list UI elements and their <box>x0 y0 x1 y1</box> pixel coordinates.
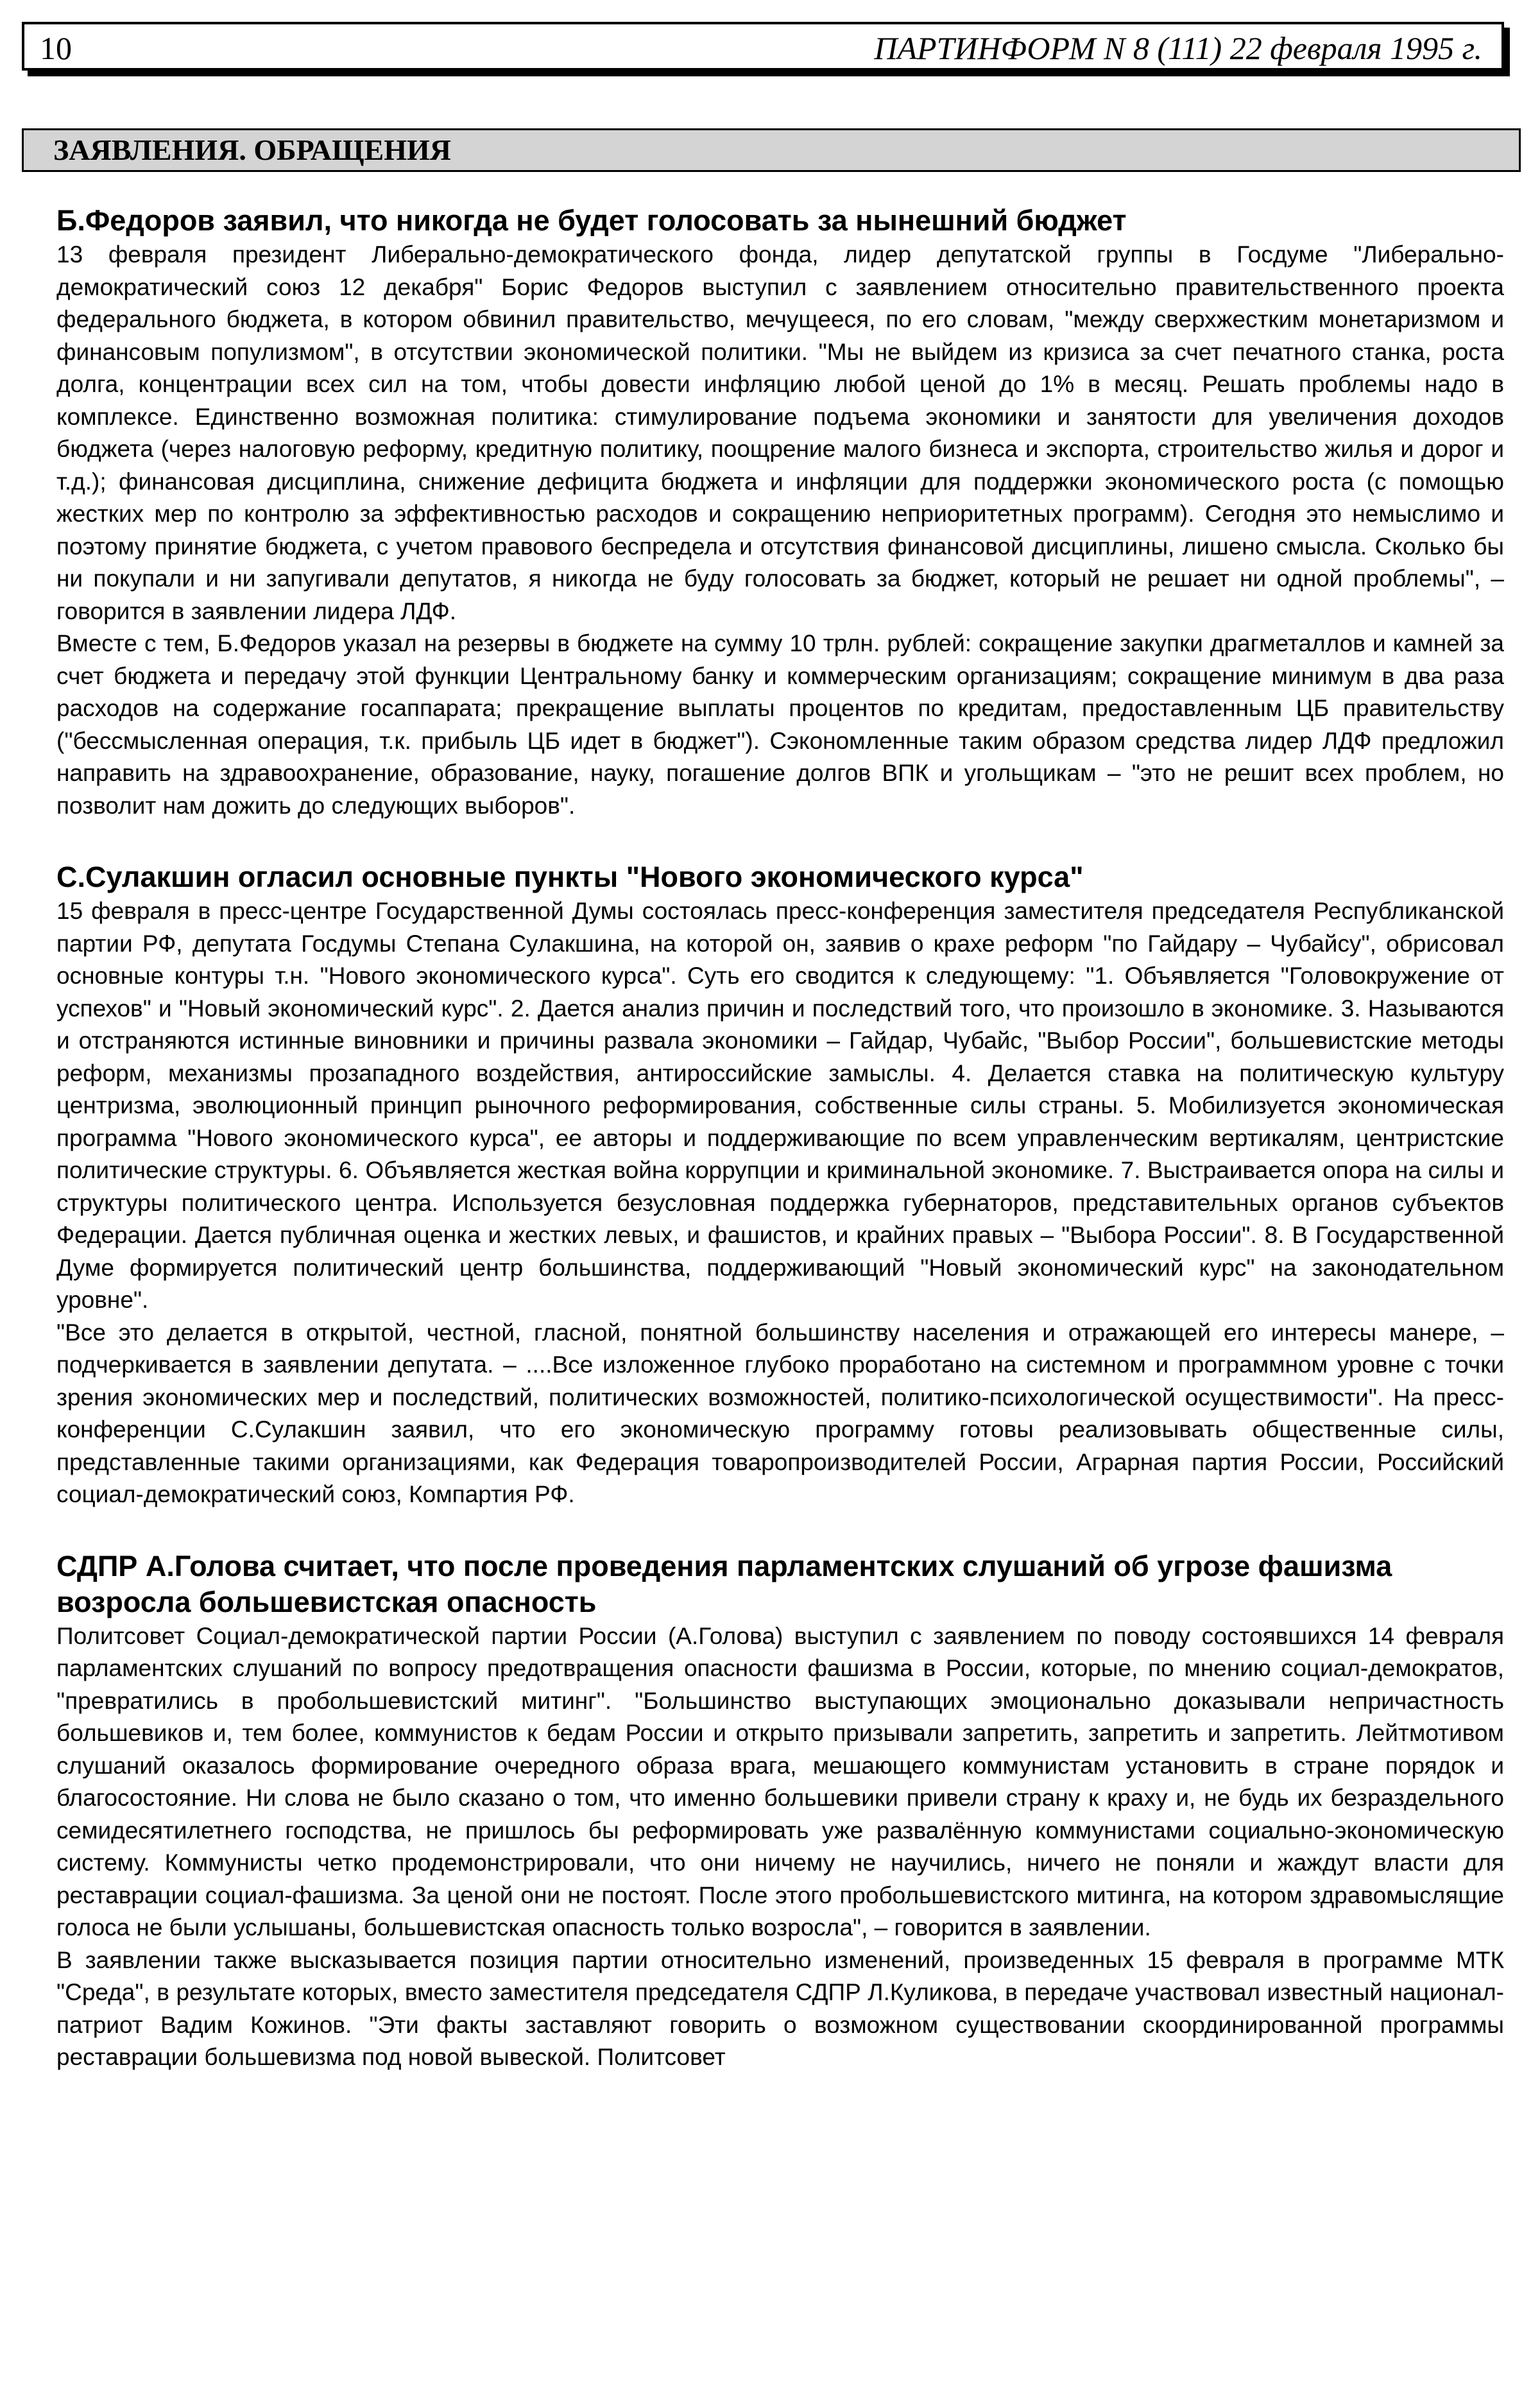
article-fedorov <box>56 203 1504 822</box>
article-paragraph: 13 февраля президент Либерально-демократического фонда, лидер депутатской группы в Госдуме "Либерально-демократический союз 12 декабря" Борис Федоров выступил с заявлением относительно правительственного проекта федерального бюджета, в котором обвинил правительство, мечущееся, по его словам, "между сверхжестким монетаризмом и финансовым популизмом", в отсутствии экономической политики. "Мы не выйдем из кризиса за счет печатного станка, роста долга, концентрации всех сил на том, чтобы довести инфляцию любой ценой до 1% в месяц. Решать проблемы надо в комплексе. Единственно возможная политика: стимулирование подъема экономики и занятости для увеличения доходов бюджета (через налоговую реформу, кредитную политику, поощрение малого бизнеса и экспорта, строительство жилья и дорог и т.д.); финансовая дисциплина, снижение дефицита бюджета и инфляции для поддержки экономического роста (с помощью жестких мер по контролю за эффективностью расходов и сокращению неприоритетных программ). Сегодня это немыслимо и поэтому принятие бюджета, с учетом правового беспредела и отсутствия финансовой дисциплины, лишено смысла. Сколько бы ни покупали и ни запугивали депутатов, я никогда не буду голосовать за бюджет, который не решает ни одной проблемы", – говорится в заявлении лидера ЛДФ. <box>56 241 1504 624</box>
article-headline: Б.Федоров заявил, что никогда не будет голосовать за нынешний бюджет <box>56 204 1127 237</box>
article-sulakshin <box>56 859 1504 1511</box>
article-headline: СДПР А.Голова считает, что после проведения парламентских слушаний об угрозе фашизма возросла большевистская опасность <box>56 1549 1392 1618</box>
article-column <box>56 203 1504 2074</box>
article-paragraph: "Все это делается в открытой, честной, гласной, понятной большинству населения и отражающей его интересы манере, – подчеркивается в заявлении депутата. – ....Все изложенное глубоко проработано на системном и программном уровне с точки зрения экономических мер и последствий, политических возможностей, политико-психологической осуществимости". На пресс-конференции С.Сулакшин заявил, что его экономическую программу готовы реализовывать общественные силы, представленные такими организациями, как Федерация товаропроизводителей России, Аграрная партия России, Российский социал-демократический союз, Компартия РФ. <box>56 1319 1504 1507</box>
page-number: 10 <box>40 30 72 66</box>
article-paragraph: Политсовет Социал-демократической партии России (А.Голова) выступил с заявлением по поводу состоявшихся 14 февраля парламентских слушаний по вопросу предотвращения опасности фашизма в России, которые, по мнению социал-демократов, "превратились в пробольшевистский митинг". "Большинство выступающих эмоционально доказывали непричастность большевиков и, тем более, коммунистов к бедам России и открыто призывали запретить, запретить и запретить. Лейтмотивом слушаний оказалось формирование очередного образа врага, мешающего коммунистам установить в стране порядок и благосостояние. Ни слова не было сказано о том, что именно большевики привели страну к краху и, не будь их безраздельного семидесятилетнего господства, не пришлось бы реформировать уже развалённую коммунистами социально-экономическую систему. Коммунисты четко продемонстрировали, что они ничему не научились, ничего не поняли и жаждут власти для реставрации социал-фашизма. За ценой они не постоят. После этого пробольшевистского митинга, на котором здравомыслящие голоса не были услышаны, большевистская опасность только возросла", – говорится в заявлении. <box>56 1622 1504 1941</box>
article-headline: С.Сулакшин огласил основные пункты "Нового экономического курса" <box>56 861 1084 893</box>
section-rubric: ЗАЯВЛЕНИЯ. ОБРАЩЕНИЯ <box>22 128 1521 172</box>
article-paragraph: В заявлении также высказывается позиция партии относительно изменений, произведенных 15 февраля в программе МТК "Среда", в результате которых, вместо заместителя председателя СДПР Л.Куликова, в передаче участвовал известный национал-патриот Вадим Кожинов. "Эти факты заставляют говорить о возможном существовании скоординированной программы реставрации большевизма под новой вывеской. Политсовет <box>56 1946 1504 2070</box>
issue-line: ПАРТИНФОРМ N 8 (111) 22 февраля 1995 г. <box>874 30 1482 66</box>
article-paragraph: 15 февраля в пресс-центре Государственной Думы состоялась пресс-конференция заместителя председателя Республиканской партии РФ, депутата Госдумы Степана Сулакшина, на которой он, заявив о крахе реформ "по Гайдару – Чубайсу", обрисовал основные контуры т.н. "Нового экономического курса". Суть его сводится к следующему: "1. Объявляется "Головокружение от успехов" и "Новый экономический курс". 2. Дается анализ причин и последствий того, что произошло в экономике. 3. Называются и отстраняются истинные виновники и причины развала экономики – Гайдар, Чубайс, "Выбор России", большевистские методы реформ, механизмы прозападного воздействия, антироссийские замыслы. 4. Делается ставка на политическую культуру центризма, эволюционный принцип рыночного реформирования, собственные силы страны. 5. Мобилизуется экономическая программа "Нового экономического курса", ее авторы и поддерживающие по всем управленческим вертикалям, центристские политические структуры. 6. Объявляется жесткая война коррупции и криминальной экономике. 7. Выстраивается опора на силы и структуры политического центра. Используется безусловная поддержка губернаторов, представительных органов субъектов Федерации. Дается публичная оценка и жестких левых, и фашистов, и крайних правых – "Выбора России". 8. В Государственной Думе формируется политический центр большинства, поддерживающий "Новый экономический курс" на законодательном уровне". <box>56 898 1504 1313</box>
article-sdpr-golova <box>56 1548 1504 2074</box>
article-paragraph: Вместе с тем, Б.Федоров указал на резервы в бюджете на сумму 10 трлн. рублей: сокращение закупки драгметаллов и камней за счет бюджета и передачу этой функции Центральному банку и коммерческим организациям; сокращение минимум в два раза расходов на содержание госаппарата; прекращение выплаты процентов по кредитам, предоставленным ЦБ правительству ("бессмысленная операция, т.к. прибыль ЦБ идет в бюджет"). Сэкономленные таким образом средства лидер ЛДФ предложил направить на здравоохранение, образование, науку, погашение долгов ВПК и угольщикам – "это не решит всех проблем, но позволит нам дожить до следующих выборов". <box>56 630 1504 819</box>
running-head <box>22 22 1504 71</box>
